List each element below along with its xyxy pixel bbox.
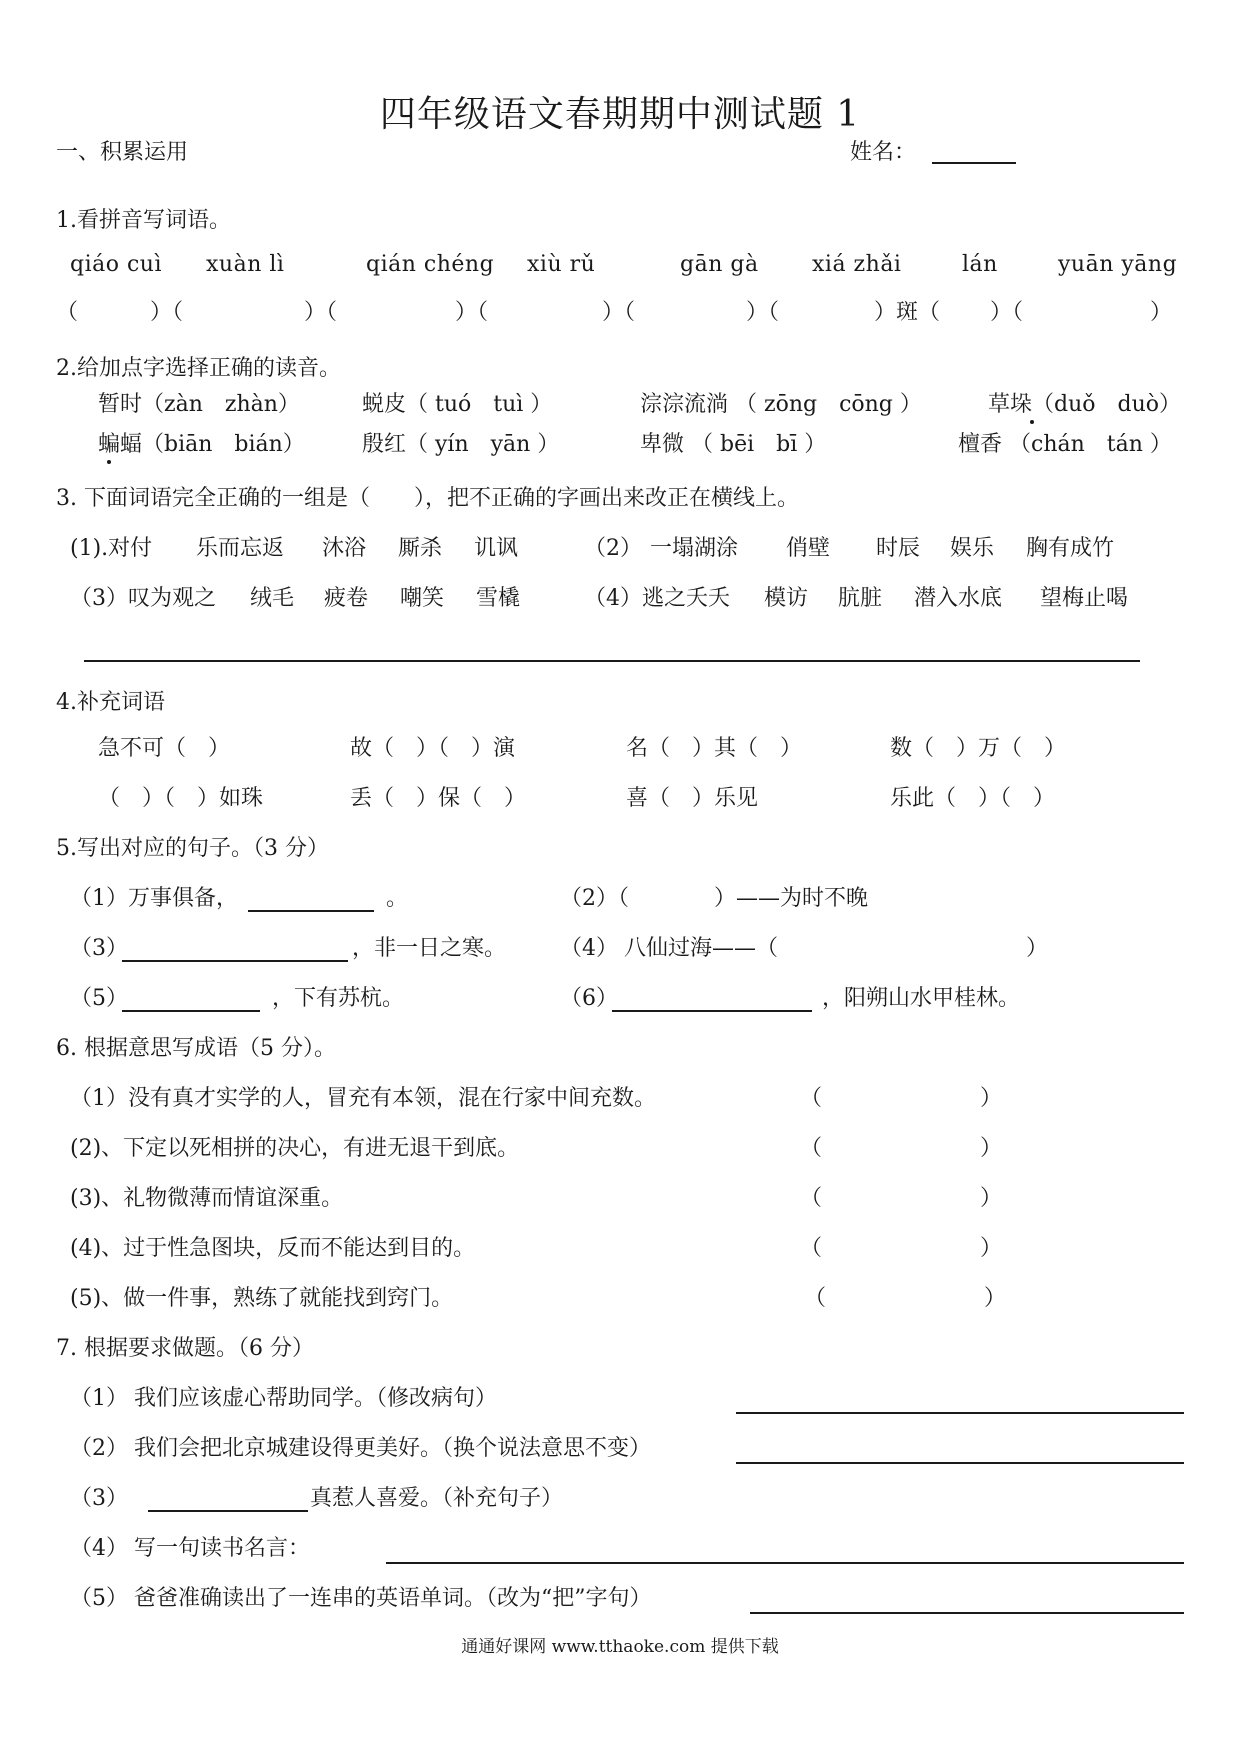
answer-bracket: （ xyxy=(56,300,79,325)
q7-heading: 7. 根据要求做题。（6 分） xyxy=(56,1336,314,1361)
answer-bracket: ）（ xyxy=(990,300,1024,325)
idiom-fill-item: 故（ ）（ ）演 xyxy=(350,736,516,761)
pinyin-item: xiù rǔ xyxy=(527,252,596,277)
reading-item: 草垛（duǒ duò） xyxy=(988,392,1181,417)
answer-blank[interactable] xyxy=(148,1510,308,1512)
answer-line[interactable] xyxy=(736,1412,1184,1414)
item-number: （5） xyxy=(70,1586,128,1611)
q6-heading: 6. 根据意思写成语（5 分）。 xyxy=(56,1036,336,1061)
idiom-fill-item: 乐此（ ）（ ） xyxy=(890,786,1056,811)
word-item: 乐而忘返 xyxy=(196,536,285,561)
word-item: 时辰 xyxy=(876,536,921,561)
meaning-item: (3)、礼物微薄而情谊深重。 xyxy=(70,1186,344,1211)
idiom-fill-item: 喜（ ）乐见 xyxy=(626,786,759,811)
answer-bracket: ） xyxy=(984,1286,1007,1311)
word-item: 绒毛 xyxy=(250,586,295,611)
correction-answer-line[interactable] xyxy=(84,660,1140,662)
q1-heading: 1.看拼音写词语。 xyxy=(56,208,231,233)
reading-item: 檀香 （chán tán ） xyxy=(958,432,1172,457)
word-item: 讥讽 xyxy=(474,536,519,561)
meaning-item: (2)、下定以死相拼的决心，有进无退干到底。 xyxy=(70,1136,520,1161)
idiom-fill-item: （ ）（ ）如珠 xyxy=(98,786,264,811)
answer-line[interactable] xyxy=(736,1462,1184,1464)
idiom-fill-item: 急不可（ ） xyxy=(98,736,231,761)
item-number: （4） xyxy=(70,1536,128,1561)
item-number: （2） xyxy=(70,1436,128,1461)
answer-bracket: （ xyxy=(800,1136,823,1161)
pinyin-item: xiá zhǎi xyxy=(812,252,902,277)
word-item: 模访 xyxy=(764,586,809,611)
task-item: 真惹人喜爱。（补充句子） xyxy=(310,1486,564,1511)
word-item: 潜入水底 xyxy=(914,586,1003,611)
task-item: 爸爸准确读出了一连串的英语单词。（改为“把”字句） xyxy=(134,1586,652,1611)
answer-line[interactable] xyxy=(386,1562,1184,1564)
pinyin-item: lán xyxy=(962,252,998,277)
idiom-fill-item: 丢（ ）保（ ） xyxy=(350,786,527,811)
name-label: 姓名： xyxy=(850,140,917,165)
sentence-item: ） xyxy=(1026,936,1049,961)
sentence-item: ，下有苏杭。 xyxy=(272,986,405,1011)
sentence-item: （4） xyxy=(560,936,618,961)
answer-bracket: ）（ xyxy=(455,300,489,325)
footer-credit: 通通好课网 www.tthaoke.com 提供下载 xyxy=(461,1637,779,1657)
q3-heading: 3. 下面词语完全正确的一组是（ ），把不正确的字画出来改正在横线上。 xyxy=(56,486,799,511)
idiom-fill-item: 数（ ）万（ ） xyxy=(890,736,1067,761)
reading-item: 殷红（ yín yān ） xyxy=(362,432,560,457)
task-item: 我们会把北京城建设得更美好。（换个说法意思不变） xyxy=(134,1436,652,1461)
sentence-item: ，非一日之寒。 xyxy=(352,936,507,961)
reading-item: 淙淙流淌 （ zōng cōng ） xyxy=(640,392,922,417)
sentence-item: （6） xyxy=(560,986,618,1011)
item-number: （1） xyxy=(70,1386,128,1411)
answer-blank[interactable] xyxy=(122,1010,260,1012)
emphasis-dot xyxy=(1030,420,1034,424)
word-item: （2） xyxy=(584,536,642,561)
word-item: 娱乐 xyxy=(950,536,995,561)
word-item: 一塌湖涂 xyxy=(650,536,739,561)
task-item: 我们应该虚心帮助同学。（修改病句） xyxy=(134,1386,498,1411)
sentence-item: （5） xyxy=(70,986,128,1011)
word-item: 厮杀 xyxy=(398,536,443,561)
answer-bracket: （ xyxy=(800,1236,823,1261)
sentence-item: （3） xyxy=(70,936,128,961)
answer-bracket: （ xyxy=(800,1086,823,1111)
idiom-fill-item: 名（ ）其（ ） xyxy=(626,736,803,761)
word-item: 肮脏 xyxy=(838,586,883,611)
answer-line[interactable] xyxy=(750,1612,1184,1614)
answer-bracket: （ xyxy=(800,1186,823,1211)
word-item: 胸有成竹 xyxy=(1026,536,1115,561)
sentence-item: ）——为时不晚 xyxy=(714,886,869,911)
word-item: （4）逃之夭夭 xyxy=(584,586,730,611)
answer-bracket: ）（ xyxy=(746,300,780,325)
sentence-item: （1）万事俱备， xyxy=(70,886,238,911)
meaning-item: (5)、做一件事，熟练了就能找到窍门。 xyxy=(70,1286,454,1311)
task-item: 写一句读书名言： xyxy=(134,1536,311,1561)
sentence-item: 八仙过海——（ xyxy=(624,936,779,961)
reading-item: 蜕皮（ tuó tuì ） xyxy=(362,392,553,417)
section-heading: 一、积累运用 xyxy=(56,140,189,165)
answer-bracket: ）（ xyxy=(150,300,184,325)
meaning-item: (4)、过于性急图块，反而不能达到目的。 xyxy=(70,1236,476,1261)
answer-bracket: ）（ xyxy=(304,300,338,325)
word-item: 疲卷 xyxy=(324,586,369,611)
q2-heading: 2.给加点字选择正确的读音。 xyxy=(56,356,341,381)
pinyin-item: xuàn lì xyxy=(206,252,285,277)
word-item: 沐浴 xyxy=(322,536,367,561)
pinyin-item: qián chéng xyxy=(366,252,495,277)
word-item: 雪橇 xyxy=(476,586,521,611)
answer-bracket: ） xyxy=(980,1236,1003,1261)
emphasis-dot xyxy=(107,460,111,464)
word-item: （3）叹为观之 xyxy=(70,586,216,611)
sentence-item: （2）（ xyxy=(560,886,629,911)
answer-bracket: ） xyxy=(1150,300,1173,325)
pinyin-item: yuān yāng xyxy=(1058,252,1178,277)
item-number: （3） xyxy=(70,1486,128,1511)
sentence-item: 。 xyxy=(386,886,409,911)
pinyin-item: gān gà xyxy=(680,252,759,277)
word-item: 嘲笑 xyxy=(400,586,445,611)
answer-bracket: ） xyxy=(980,1186,1003,1211)
answer-blank[interactable] xyxy=(122,960,348,962)
answer-bracket: （ xyxy=(804,1286,827,1311)
sentence-item: ，阳朔山水甲桂林。 xyxy=(822,986,1021,1011)
word-item: (1).对付 xyxy=(70,536,153,561)
q4-heading: 4.补充词语 xyxy=(56,690,165,715)
pinyin-item: qiáo cuì xyxy=(70,252,162,277)
reading-item: 卑微 （ bēi bī ） xyxy=(640,432,827,457)
page-title: 四年级语文春期期中测试题 1 xyxy=(379,94,861,135)
reading-item: 蝙蝠（biān bián） xyxy=(98,432,305,457)
answer-blank[interactable] xyxy=(248,910,374,912)
meaning-item: （1）没有真才实学的人，冒充有本领，混在行家中间充数。 xyxy=(70,1086,656,1111)
name-blank[interactable] xyxy=(932,162,1016,164)
answer-bracket: ）斑（ xyxy=(874,300,941,325)
answer-bracket: ）（ xyxy=(602,300,636,325)
q5-heading: 5.写出对应的句子。（3 分） xyxy=(56,836,329,861)
answer-bracket: ） xyxy=(980,1136,1003,1161)
answer-bracket: ） xyxy=(980,1086,1003,1111)
word-item: 俏壁 xyxy=(786,536,831,561)
answer-blank[interactable] xyxy=(612,1010,812,1012)
word-item: 望梅止喝 xyxy=(1040,586,1129,611)
reading-item: 暂时（zàn zhàn） xyxy=(98,392,300,417)
